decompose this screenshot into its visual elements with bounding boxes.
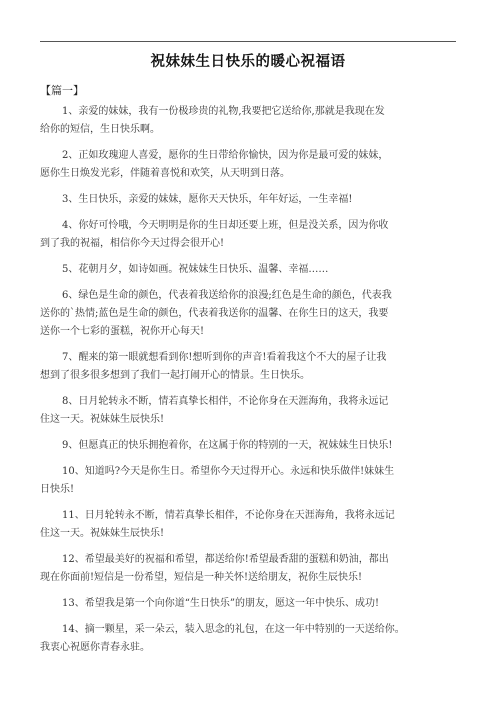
paragraph-line: 住这一天。祝妹妹生辰快乐!: [40, 414, 165, 425]
paragraph-line: 送你一个七彩的蛋糕，祝你开心每天!: [40, 326, 205, 337]
paragraph-line: 4、你好可怜哦，今天明明是你的生日却还要上班，但是没关系，因为你收: [62, 220, 389, 231]
paragraph-line: 日快乐!: [40, 484, 75, 495]
paragraph-line: 10、知道吗?今天是你生日。希望你今天过得开心。永远和快乐做伴!妹妹生: [62, 466, 395, 477]
paragraph-line: 想到了很多很多想到了我们一起打闹开心的情景。生日快乐。: [40, 370, 310, 381]
wish-paragraph: [40, 261, 460, 279]
header-rule: [40, 41, 456, 42]
paragraph-list: [40, 103, 460, 665]
paragraph-line: 5、花朝月夕，如诗如画。祝妹妹生日快乐、温馨、幸福……: [62, 264, 329, 275]
wish-paragraph: [40, 621, 460, 657]
wish-paragraph: [40, 103, 460, 139]
paragraph-line: 6、绿色是生命的颜色，代表着我送给你的浪漫;红色是生命的颜色，代表我: [62, 290, 392, 301]
wish-paragraph: [40, 287, 460, 341]
paragraph-line: 住这一天。祝妹妹生辰快乐!: [40, 528, 165, 539]
wish-paragraph: [40, 507, 460, 543]
wish-paragraph: [40, 595, 460, 613]
wish-paragraph: [40, 217, 460, 253]
paragraph-line: 13、希望我是第一个向你道“生日快乐”的朋友，愿这一年中快乐、成功!: [62, 598, 379, 609]
wish-paragraph: [40, 551, 460, 587]
wish-paragraph: [40, 437, 460, 455]
paragraph-line: 1、亲爱的妹妹，我有一份极珍贵的礼物,我要把它送给你,那就是我现在发: [62, 106, 385, 117]
paragraph-line: 12、希望最美好的祝福和希望，都送给你!希望最香甜的蛋糕和奶油，都出: [62, 554, 389, 565]
paragraph-line: 7、醒来的第一眼就想看到你!想听到你的声音!看着我这个不大的屋子让我: [62, 352, 387, 363]
paragraph-line: 现在你面前!短信是一份希望，短信是一种关怀!送给朋友，祝你生辰快乐!: [40, 572, 363, 583]
wish-paragraph: [40, 393, 460, 429]
wish-paragraph: [40, 463, 460, 499]
page-title: 祝妹妹生日快乐的暖心祝福语: [150, 53, 346, 70]
paragraph-line: 8、日月轮转永不断，情若真挚长相伴，不论你身在天涯海角，我将永远记: [62, 396, 389, 407]
paragraph-line: 愿你生日焕发光彩，伴随着喜悦和欢笑，从天明到日落。: [40, 168, 290, 179]
paragraph-line: 11、日月轮转永不断，情若真挚长相伴，不论你身在天涯海角，我将永远记: [62, 510, 395, 521]
section-label: 【篇一】: [40, 84, 84, 97]
paragraph-line: 我衷心祝愿你青春永驻。: [40, 642, 150, 653]
paragraph-line: 9、但愿真正的快乐拥抱着你，在这属于你的特别的一天，祝妹妹生日快乐!: [62, 440, 393, 451]
paragraph-line: 2、正如玫瑰迎人喜爱，愿你的生日带给你愉快，因为你是最可爱的妹妹，: [62, 150, 389, 161]
paragraph-line: 给你的短信，生日快乐啊。: [40, 124, 160, 135]
wish-paragraph: [40, 191, 460, 209]
paragraph-line: 14、摘一颗星，采一朵云，装入思念的礼包，在这一年中特别的一天送给你。: [62, 624, 405, 635]
paragraph-line: 到了我的祝福，相信你今天过得会很开心!: [40, 238, 225, 249]
wish-paragraph: [40, 349, 460, 385]
paragraph-line: 送你的`热情;蓝色是生命的颜色，代表着我送你的温馨、在你生日的这天，我要: [40, 308, 389, 319]
paragraph-line: 3、生日快乐，亲爱的妹妹，愿你天天快乐，年年好运，一生幸福!: [62, 194, 353, 205]
wish-paragraph: [40, 147, 460, 183]
